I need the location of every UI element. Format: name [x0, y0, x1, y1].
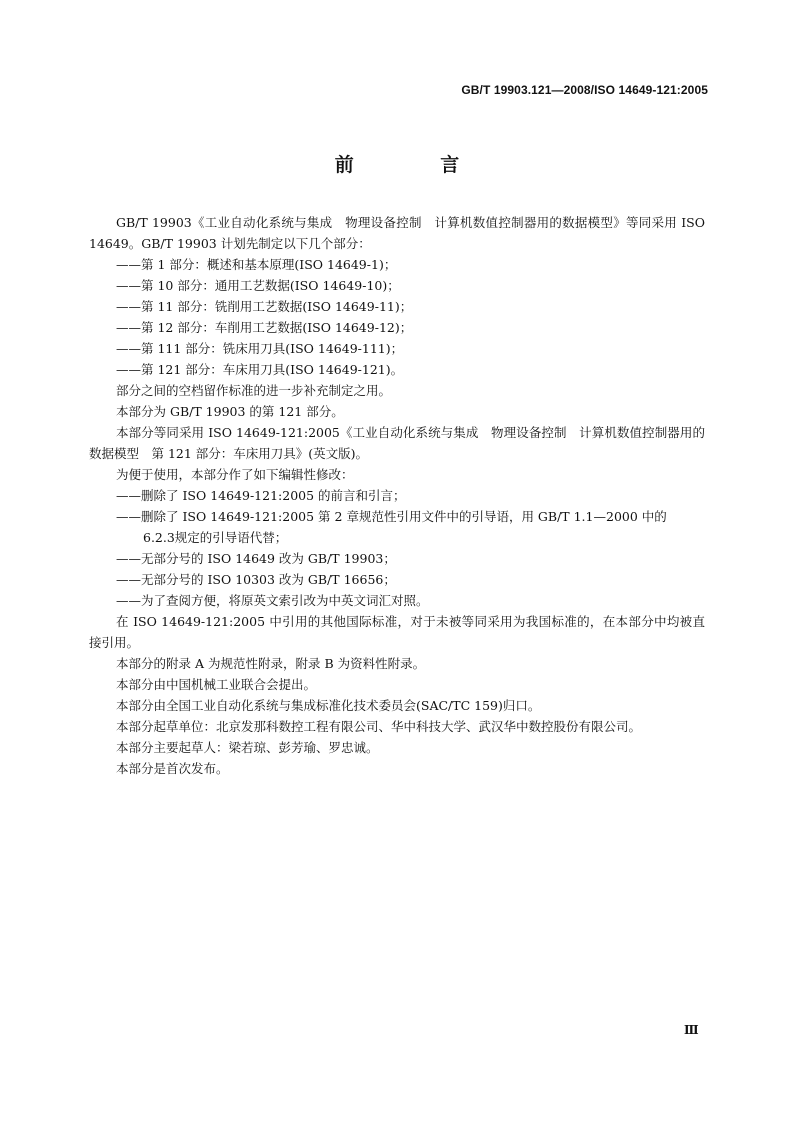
- drafting-units-paragraph: 本部分起草单位：北京发那科数控工程有限公司、华中科技大学、武汉华中数控股份有限公司。: [116, 719, 642, 734]
- edit-list-item: ——无部分号的 ISO 10303 改为 GB/T 16656；: [116, 572, 396, 587]
- edit-list-item: [89, 506, 705, 548]
- edit-list-item: ——删除了 ISO 14649-121:2005 的前言和引言；: [116, 488, 406, 503]
- gap-paragraph: 部分之间的空档留作标准的进一步补充制定之用。: [116, 383, 392, 398]
- part-list-item-12: ——第 12 部分：车削用工艺数据(ISO 14649-12)；: [116, 320, 413, 335]
- edit-list-item-continuation: 6.2.3规定的引导语代替；: [143, 530, 288, 545]
- part-list-item-111: ——第 111 部分：铣床用刀具(ISO 14649-111)；: [116, 341, 404, 356]
- drafters-paragraph: 本部分主要起草人：梁若琼、彭芳瑜、罗忠诚。: [116, 740, 379, 755]
- intro-paragraph: GB/T 19903《工业自动化系统与集成 物理设备控制 计算机数值控制器用的数据模型》等同采用 ISO 14649。GB/T 19903 计划先制定以下几个部分：: [89, 215, 705, 251]
- part-list-item-11: ——第 11 部分：铣削用工艺数据(ISO 14649-11)；: [116, 299, 413, 314]
- referenced-standards-paragraph: 在 ISO 14649-121:2005 中引用的其他国际标准，对于未被等同采用为我国标准的，在本部分中均被直接引用。: [89, 614, 705, 650]
- foreword-body: [89, 212, 705, 779]
- edit-list-item-line: ——删除了 ISO 14649-121:2005 第 2 章规范性引用文件中的引导语，用 GB/T 1.1—2000 中的: [116, 509, 667, 524]
- page-number: Ⅲ: [684, 1023, 699, 1037]
- part-number-paragraph: 本部分为 GB/T 19903 的第 121 部分。: [116, 404, 344, 419]
- page-title: 前 言: [334, 154, 500, 176]
- part-list-item-1: ——第 1 部分：概述和基本原理(ISO 14649-1)；: [116, 257, 397, 272]
- part-list-item-121: ——第 121 部分：车床用刀具(ISO 14649-121)。: [116, 362, 404, 377]
- annex-paragraph: 本部分的附录 A 为规范性附录，附录 B 为资料性附录。: [116, 656, 426, 671]
- committee-paragraph: 本部分由全国工业自动化系统与集成标准化技术委员会(SAC/TC 159)归口。: [116, 698, 541, 713]
- edit-list-item: ——为了查阅方便，将原英文索引改为中英文词汇对照。: [116, 593, 429, 608]
- first-issue-paragraph: 本部分是首次发布。: [116, 761, 229, 776]
- part-list-item-10: ——第 10 部分：通用工艺数据(ISO 14649-10)；: [116, 278, 400, 293]
- edits-intro-paragraph: 为便于使用，本部分作了如下编辑性修改：: [116, 467, 354, 482]
- proposer-paragraph: 本部分由中国机械工业联合会提出。: [116, 677, 317, 692]
- standard-number-header: GB/T 19903.121—2008/ISO 14649-121:2005: [461, 83, 708, 97]
- adoption-paragraph: 本部分等同采用 ISO 14649-121:2005《工业自动化系统与集成 物理设备控制 计算机数值控制器用的数据模型 第 121 部分：车床用刀具》(英文版)。: [89, 425, 705, 461]
- edit-list-item: ——无部分号的 ISO 14649 改为 GB/T 19903；: [116, 551, 396, 566]
